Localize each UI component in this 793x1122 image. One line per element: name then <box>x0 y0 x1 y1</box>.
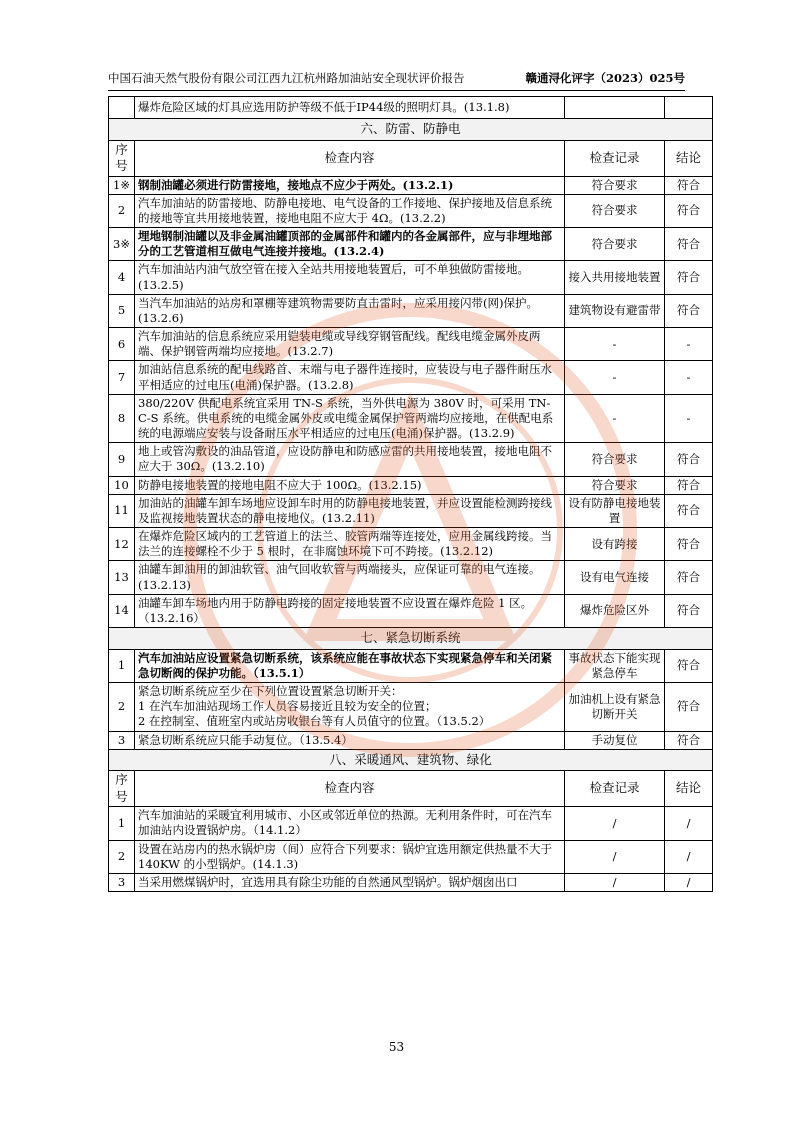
row-number: 3 <box>109 731 135 749</box>
inspection-table <box>108 96 713 892</box>
row-content: 加油站的油罐车卸车场地应设卸车时用的防静电接地装置，并应设置能检测跨接线及监视接地装置状态的静电接地仪。(13.2.11) <box>135 494 565 527</box>
table-row <box>109 194 713 227</box>
table-row <box>109 176 713 194</box>
table-row <box>109 561 713 594</box>
table-row <box>109 494 713 527</box>
row-number: 1※ <box>109 176 135 194</box>
row-number: 1 <box>109 807 135 840</box>
row-record: 符合要求 <box>565 476 665 494</box>
row-number: 5 <box>109 294 135 327</box>
row-content: 380/220V 供配电系统宜采用 TN-S 系统，当外供电源为 380V 时，可采用 TN-C-S 系统。供电系统的电缆金属外皮或电缆金属保护管两端均应接地，在供配电系统的电源端应安装与设备耐压水平相适应的过电压(电涌)保护器。(13.2.9) <box>135 394 565 443</box>
row-record: 符合要求 <box>565 443 665 476</box>
row-content: 紧急切断系统应只能手动复位。（13.5.4） <box>135 731 565 749</box>
row-record: / <box>565 840 665 873</box>
row-number: 1 <box>109 649 135 682</box>
section-header-emergency-shutdown <box>109 628 713 650</box>
row-number: 11 <box>109 494 135 527</box>
section-header-heating-ventilation <box>109 749 713 771</box>
row-number: 2 <box>109 194 135 227</box>
table-row <box>109 807 713 840</box>
row-number: 10 <box>109 476 135 494</box>
page-number: 53 <box>388 1040 405 1054</box>
report-number: 赣通浔化评字（2023）025号 <box>525 71 685 85</box>
row-record: - <box>565 328 665 361</box>
row-content: 防静电接地装置的接地电阻不应大于 100Ω。(13.2.15) <box>135 476 565 494</box>
table-row <box>109 731 713 749</box>
column-header-row <box>109 771 713 807</box>
table-row <box>109 649 713 682</box>
col-no-header: 序号 <box>109 771 135 807</box>
row-result: 符合 <box>665 731 713 749</box>
row-content: 汽车加油站应设置紧急切断系统，该系统应能在事故状态下实现紧急停车和关闭紧急切断阀的保护功能。（13.5.1） <box>135 649 565 682</box>
section-header-lightning <box>109 119 713 141</box>
row-record: / <box>565 807 665 840</box>
row-number: 14 <box>109 594 135 627</box>
row-content: 油罐车卸油用的卸油软管、油气回收软管与两端接头，应保证可靠的电气连接。(13.2.13) <box>135 561 565 594</box>
table-row <box>109 228 713 261</box>
col-content-header: 检查内容 <box>135 140 565 176</box>
row-result: 符合 <box>665 561 713 594</box>
row-number: 6 <box>109 328 135 361</box>
table-row <box>109 261 713 294</box>
cell-no <box>109 97 135 119</box>
col-result-header: 结论 <box>665 140 713 176</box>
row-record: 设有防静电接地装置 <box>565 494 665 527</box>
row-number: 2 <box>109 682 135 731</box>
row-content: 汽车加油站内油气放空管在接入全站共用接地装置后，可不单独做防雷接地。(13.2.5) <box>135 261 565 294</box>
section-title: 七、紧急切断系统 <box>109 628 713 650</box>
column-header-row <box>109 140 713 176</box>
row-result: 符合 <box>665 261 713 294</box>
content-line: 紧急切断系统应至少在下列位置设置紧急切断开关： <box>138 683 403 698</box>
col-no-header: 序号 <box>109 140 135 176</box>
report-title: 中国石油天然气股份有限公司江西九江杭州路加油站安全现状评价报告 <box>108 71 465 85</box>
col-content-header: 检查内容 <box>135 771 565 807</box>
row-record: 手动复位 <box>565 731 665 749</box>
row-result: 符合 <box>665 194 713 227</box>
row-number: 3 <box>109 873 135 891</box>
row-record: 加油机上设有紧急切断开关 <box>565 682 665 731</box>
row-result: 符合 <box>665 294 713 327</box>
top-continuation-row <box>109 97 713 119</box>
page-header <box>108 70 685 91</box>
row-result: / <box>665 807 713 840</box>
row-content: 当采用燃煤锅炉时，宜选用具有除尘功能的自然通风型锅炉。锅炉烟囱出口 <box>135 873 565 891</box>
row-result: 符合 <box>665 228 713 261</box>
cell-result <box>665 97 713 119</box>
row-record: - <box>565 394 665 443</box>
row-number: 7 <box>109 361 135 394</box>
table-row <box>109 594 713 627</box>
table-row <box>109 328 713 361</box>
cell-content: 爆炸危险区域的灯具应选用防护等级不低于IP44级的照明灯具。(13.1.8) <box>135 97 565 119</box>
section-title: 八、采暖通风、建筑物、绿化 <box>109 749 713 771</box>
row-record: 设有跨接 <box>565 528 665 561</box>
row-number: 4 <box>109 261 135 294</box>
section-title: 六、防雷、防静电 <box>109 119 713 141</box>
row-result: 符合 <box>665 476 713 494</box>
row-content: 油罐车卸车场地内用于防静电跨接的固定接地装置不应设置在爆炸危险 1 区。（13.2.16） <box>135 594 565 627</box>
table-row <box>109 443 713 476</box>
row-result: 符合 <box>665 494 713 527</box>
table-row <box>109 528 713 561</box>
row-result: / <box>665 873 713 891</box>
cell-record <box>565 97 665 119</box>
row-result: 符合 <box>665 528 713 561</box>
row-content: 埋地钢制油罐以及非金属油罐顶部的金属部件和罐内的各金属部件，应与非埋地部分的工艺管道相互做电气连接并接地。(13.2.4) <box>135 228 565 261</box>
table-row <box>109 361 713 394</box>
row-record: / <box>565 873 665 891</box>
content-line: 2 在控制室、值班室内或站房收银台等有人员值守的位置。（13.5.2） <box>138 714 491 729</box>
row-content: 地上或管沟敷设的油品管道，应设防静电和防感应雷的共用接地装置，接地电阻不应大于 30Ω。(13.2.10) <box>135 443 565 476</box>
row-content: 汽车加油站的防雷接地、防静电接地、电气设备的工作接地、保护接地及信息系统的接地等宜共用接地装置，接地电阻不应大于 4Ω。(13.2.2) <box>135 194 565 227</box>
row-record: 爆炸危险区外 <box>565 594 665 627</box>
row-record: 符合要求 <box>565 194 665 227</box>
row-result: 符合 <box>665 176 713 194</box>
row-result: 符合 <box>665 649 713 682</box>
row-content: 加油站信息系统的配电线路首、末端与电子器件连接时，应装设与电子器件耐压水平相适应的过电压(电涌)保护器。(13.2.8) <box>135 361 565 394</box>
row-record: 符合要求 <box>565 176 665 194</box>
table-row <box>109 476 713 494</box>
table-row <box>109 394 713 443</box>
content-line: 1 在汽车加油站现场工作人员容易接近且较为安全的位置； <box>138 699 437 714</box>
col-record-header: 检查记录 <box>565 771 665 807</box>
row-number: 3※ <box>109 228 135 261</box>
row-result: / <box>665 840 713 873</box>
row-number: 2 <box>109 840 135 873</box>
row-record: 符合要求 <box>565 228 665 261</box>
row-content: 当汽车加油站的站房和罩棚等建筑物需要防直击雷时，应采用接闪带(网)保护。(13.2.6) <box>135 294 565 327</box>
row-record: 设有电气连接 <box>565 561 665 594</box>
row-content: 设置在站房内的热水锅炉房（间）应符合下列要求：锅炉宜选用额定供热量不大于 140KW 的小型锅炉。(14.1.3) <box>135 840 565 873</box>
col-record-header: 检查记录 <box>565 140 665 176</box>
table-row <box>109 294 713 327</box>
row-number: 8 <box>109 394 135 443</box>
row-content: 汽车加油站的采暖宜利用城市、小区或邻近单位的热源。无利用条件时，可在汽车加油站内设置锅炉房。（14.1.2） <box>135 807 565 840</box>
row-number: 9 <box>109 443 135 476</box>
row-number: 13 <box>109 561 135 594</box>
row-result: 符合 <box>665 443 713 476</box>
row-content: 钢制油罐必须进行防雷接地，接地点不应少于两处。(13.2.1) <box>135 176 565 194</box>
row-record: 接入共用接地装置 <box>565 261 665 294</box>
table-row <box>109 840 713 873</box>
row-record: 建筑物设有避雷带 <box>565 294 665 327</box>
table-row <box>109 682 713 731</box>
row-record: 事故状态下能实现紧急停车 <box>565 649 665 682</box>
row-result: - <box>665 328 713 361</box>
table-row <box>109 873 713 891</box>
row-result: 符合 <box>665 682 713 731</box>
col-result-header: 结论 <box>665 771 713 807</box>
row-result: - <box>665 394 713 443</box>
row-content: 汽车加油站的信息系统应采用铠装电缆或导线穿钢管配线。配线电缆金属外皮两端、保护钢管两端均应接地。(13.2.7) <box>135 328 565 361</box>
row-content: 在爆炸危险区域内的工艺管道上的法兰、胶管两端等连接处，应用金属线跨接。当法兰的连接螺栓不少于 5 根时，在非腐蚀环境下可不跨接。(13.2.12) <box>135 528 565 561</box>
row-result: 符合 <box>665 594 713 627</box>
row-content <box>135 682 565 731</box>
row-result: - <box>665 361 713 394</box>
row-record: - <box>565 361 665 394</box>
row-number: 12 <box>109 528 135 561</box>
